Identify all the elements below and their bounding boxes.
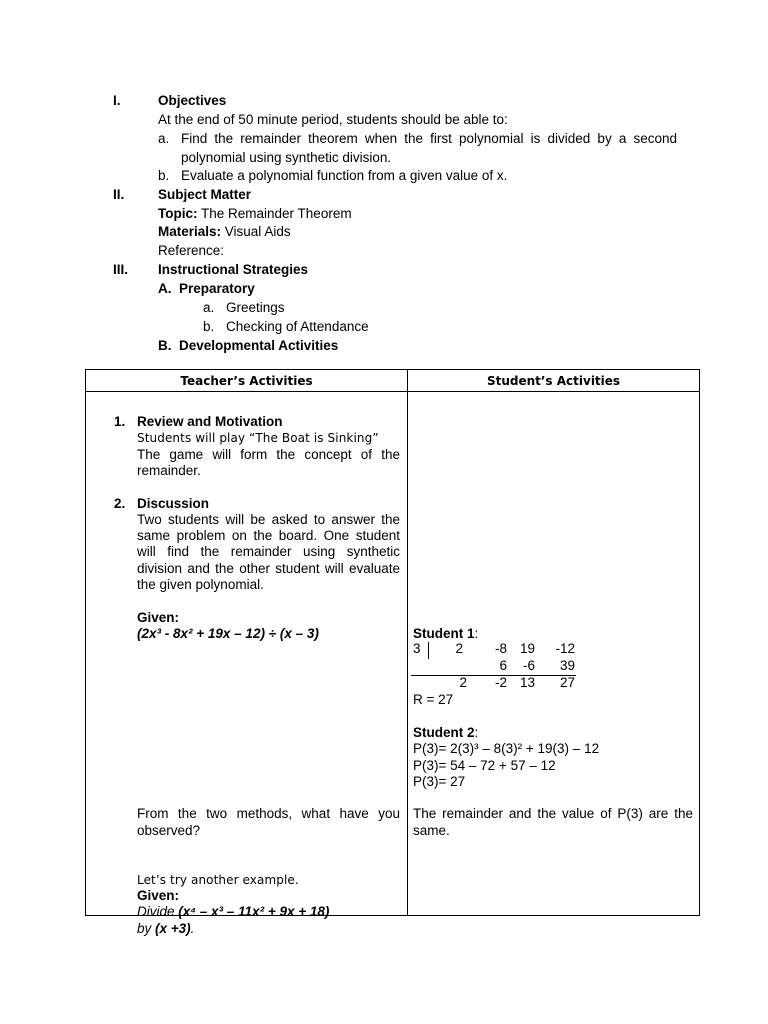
given-label: Given:: [137, 610, 180, 625]
by-end: .: [190, 921, 195, 936]
student1-result: R = 27: [413, 692, 454, 707]
section-heading-objectives: Objectives: [158, 93, 227, 108]
synthetic-row3-c2: -2: [494, 675, 507, 690]
review-game: Students will play “The Boat is Sinking”: [137, 431, 379, 445]
subsection-developmental: B. Developmental Activities: [158, 338, 339, 353]
student-activities-cell: [408, 392, 700, 916]
table-row: [86, 392, 700, 916]
objective-marker-a: a.: [158, 131, 170, 146]
activities-table: [85, 369, 700, 936]
by-word: by: [137, 921, 156, 936]
discussion-number: 2.: [114, 496, 126, 511]
review-title: Review and Motivation: [137, 414, 283, 429]
section-number-strategies: III.: [113, 262, 129, 277]
student2-line2: P(3)= 54 – 72 + 57 – 12: [413, 758, 556, 773]
student2-colon: :: [474, 725, 479, 740]
topic-label: Topic:: [158, 206, 198, 221]
synthetic-row1-c1: 2: [455, 641, 463, 656]
review-line1: The game will form the concept of the: [137, 447, 400, 462]
given-expression: (2x³ - 8x² + 19x – 12) ÷ (x – 3): [137, 626, 319, 641]
synthetic-row3-c1: 2: [459, 675, 467, 690]
answer-line1: The remainder and the value of P(3) are the: [413, 806, 693, 821]
objective-marker-b: b.: [158, 168, 170, 183]
another-example-intro: Let’s try another example.: [137, 873, 299, 887]
discussion-title: Discussion: [137, 496, 210, 511]
student1-colon: :: [474, 626, 479, 641]
synthetic-row3-c4: 27: [559, 675, 575, 690]
divide-word: Divide: [137, 904, 179, 919]
discussion-line1: Two students will be asked to answer the: [137, 512, 400, 527]
observe-line1: From the two methods, what have you: [137, 806, 400, 821]
synthetic-row-2: [413, 658, 578, 676]
section-heading-subject: Subject Matter: [158, 187, 252, 202]
review-number: 1.: [114, 414, 126, 429]
materials-value: Visual Aids: [221, 224, 291, 239]
synthetic-row1-c2: -8: [494, 641, 507, 656]
topic-line: [158, 204, 352, 223]
topic-value: The Remainder Theorem: [197, 206, 352, 221]
objective-a-line2: polynomial using synthetic division.: [181, 150, 392, 165]
student2-label: Student 2: [413, 725, 475, 740]
answer-line2: same.: [413, 823, 450, 838]
another-by-line: [137, 919, 194, 938]
synthetic-row1-c3: 19: [519, 641, 535, 656]
objective-a-line1: Find the remainder theorem when the first polynomial is divided by a second: [181, 131, 677, 146]
another-given-label: Given:: [137, 888, 180, 903]
observe-line2: observed?: [137, 823, 201, 838]
by-expression: (x +3): [155, 921, 191, 936]
prep-item-attendance: Checking of Attendance: [226, 319, 369, 334]
materials-line: [158, 222, 291, 241]
discussion-line5: the given polynomial.: [137, 577, 264, 592]
synthetic-row3-c3: 13: [519, 675, 535, 690]
synthetic-row2-c3: -6: [522, 658, 535, 673]
prep-marker-b: b.: [203, 319, 215, 334]
divide-expression: (x⁴ – x³ – 11x² + 9x + 18): [178, 904, 330, 919]
reference-label: Reference:: [158, 243, 225, 258]
teacher-activities-header: Teacher’s Activities: [86, 370, 408, 392]
discussion-line2: same problem on the board. One student: [137, 528, 400, 543]
student2-line1: P(3)= 2(3)³ – 8(3)² + 19(3) – 12: [413, 741, 600, 756]
prep-marker-a: a.: [203, 300, 215, 315]
section-number-objectives: I.: [113, 93, 121, 108]
synthetic-row2-c2: 6: [499, 658, 507, 673]
student-activities-header: Student’s Activities: [408, 370, 700, 392]
synthetic-row1-c4: -12: [555, 641, 575, 656]
objectives-intro: At the end of 50 minute period, students should be able to:: [158, 112, 508, 127]
review-line2: remainder.: [137, 463, 201, 478]
table-header-row: [86, 370, 700, 392]
student2-line3: P(3)= 27: [413, 774, 466, 789]
section-heading-strategies: Instructional Strategies: [158, 262, 309, 277]
objective-b-text: Evaluate a polynomial function from a given value of x.: [181, 168, 508, 183]
synthetic-row2-c4: 39: [559, 658, 575, 673]
synthetic-divisor: 3: [413, 641, 421, 656]
teacher-activities-cell: [86, 392, 408, 936]
discussion-line4: division and the other student will evaluate: [137, 561, 400, 576]
materials-label: Materials:: [158, 224, 222, 239]
student1-label: Student 1: [413, 626, 475, 641]
synthetic-bracket-vertical: [428, 642, 429, 659]
discussion-line3: will find the remainder using synthetic: [137, 544, 400, 559]
section-number-subject: II.: [113, 187, 125, 202]
synthetic-row-1: [413, 641, 578, 659]
prep-item-greetings: Greetings: [226, 300, 285, 315]
subsection-preparatory: A. Preparatory: [158, 281, 255, 296]
